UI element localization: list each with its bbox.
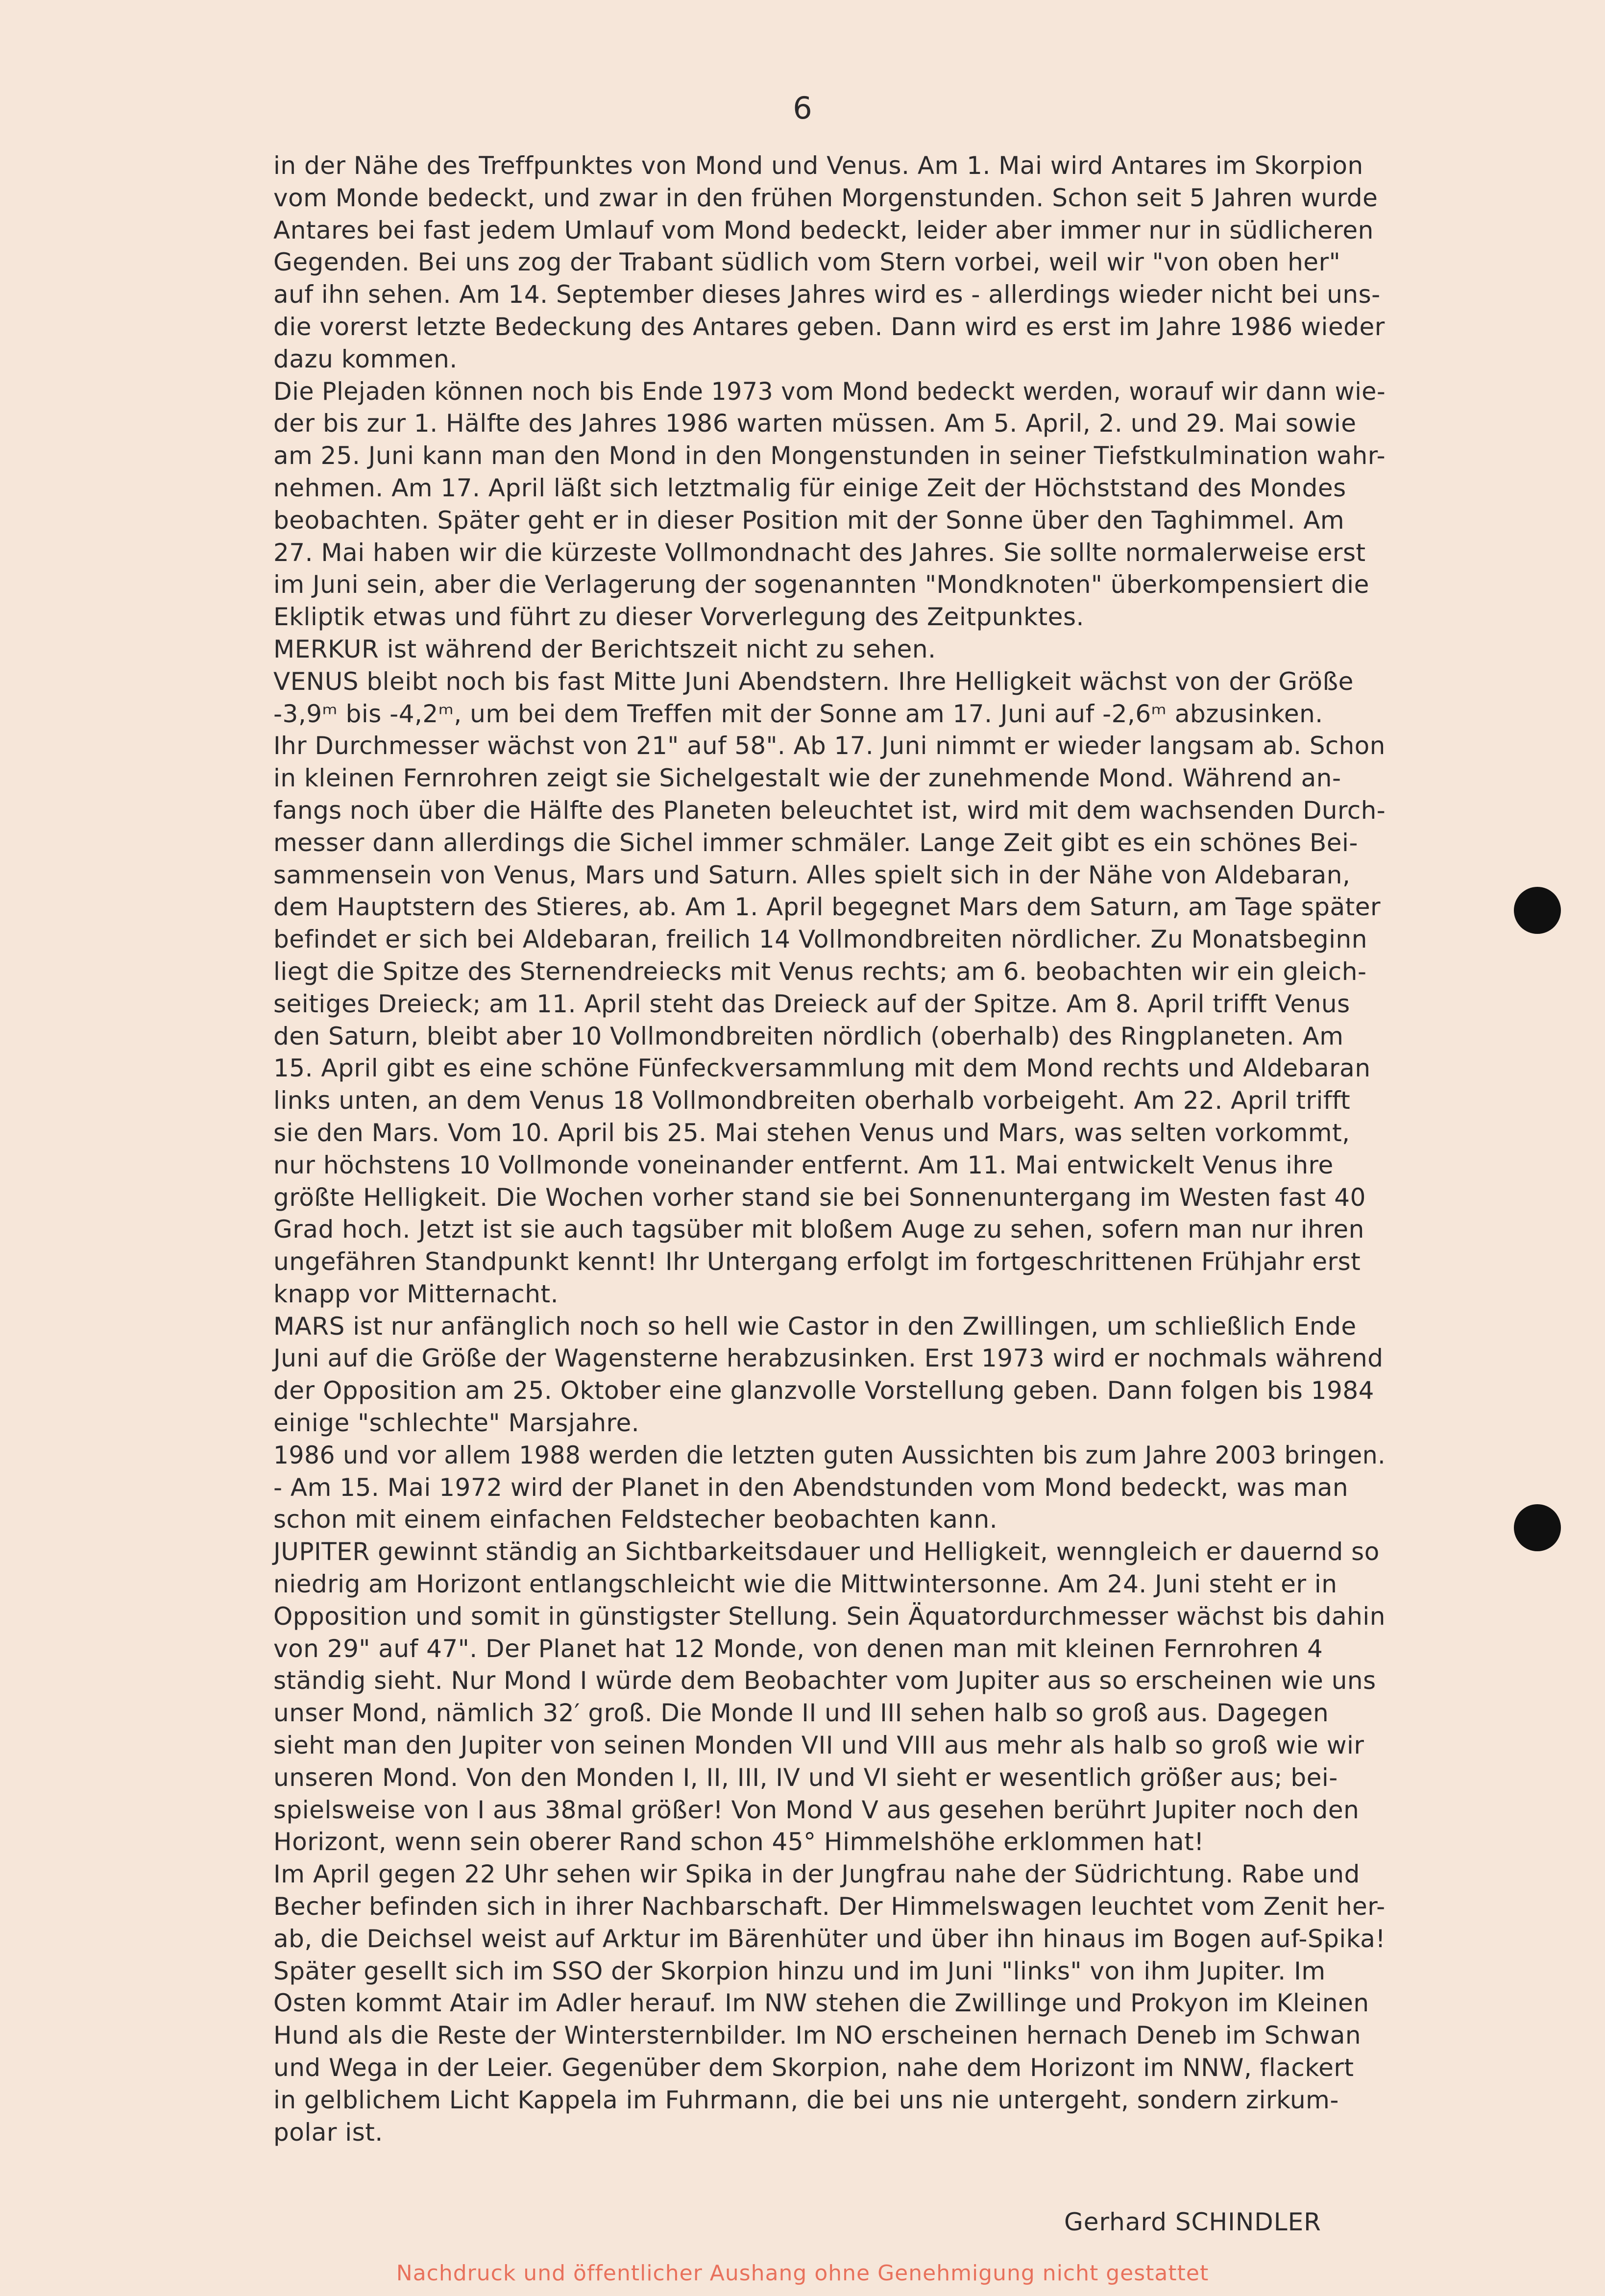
- text-line: dem Hauptstern des Stieres, ab. Am 1. April begegnet Mars dem Saturn, am Tage später: [273, 893, 1381, 922]
- text-line: Hund als die Reste der Wintersternbilder. Im NO erscheinen hernach Deneb im Schwan: [273, 2021, 1362, 2050]
- text-line: Die Plejaden können noch bis Ende 1973 vom Mond bedeckt werden, worauf wir dann wie-: [273, 377, 1386, 406]
- text-line: Antares bei fast jedem Umlauf vom Mond bedeckt, leider aber immer nur in südlicheren: [273, 216, 1374, 244]
- text-line: Gegenden. Bei uns zog der Trabant südlich vom Stern vorbei, weil wir "von oben her": [273, 248, 1341, 277]
- text-line: sieht man den Jupiter von seinen Monden VII und VIII aus mehr als halb so groß wie wir: [273, 1731, 1364, 1760]
- text-line: ab, die Deichsel weist auf Arktur im Bärenhüter und über ihn hinaus im Bogen auf-Spika!: [273, 1924, 1386, 1953]
- punch-hole-top: [1514, 887, 1561, 934]
- text-line: in der Nähe des Treffpunktes von Mond und Venus. Am 1. Mai wird Antares im Skorpion: [273, 151, 1363, 180]
- reprint-notice: Nachdruck und öffentlicher Aushang ohne Genehmigung nicht gestattet: [396, 2261, 1209, 2286]
- text-line: unser Mond, nämlich 32′ groß. Die Monde II und III sehen halb so groß aus. Dagegen: [273, 1699, 1329, 1728]
- text-line: spielsweise von I aus 38mal größer! Von Mond V aus gesehen berührt Jupiter noch den: [273, 1795, 1360, 1824]
- text-line: nur höchstens 10 Vollmonde voneinander entfernt. Am 11. Mai entwickelt Venus ihre: [273, 1150, 1334, 1179]
- punch-hole-bottom: [1514, 1504, 1561, 1551]
- text-line: messer dann allerdings die Sichel immer schmäler. Lange Zeit gibt es ein schönes Bei-: [273, 828, 1358, 857]
- text-line: nehmen. Am 17. April läßt sich letztmalig für einige Zeit der Höchststand des Mondes: [273, 473, 1346, 502]
- text-line: Grad hoch. Jetzt ist sie auch tagsüber mit bloßem Auge zu sehen, sofern man nur ihren: [273, 1215, 1364, 1244]
- text-line: Becher befinden sich in ihrer Nachbarschaft. Der Himmelswagen leuchtet vom Zenit her-: [273, 1892, 1386, 1921]
- text-line: knapp vor Mitternacht.: [273, 1279, 559, 1308]
- text-line: Im April gegen 22 Uhr sehen wir Spika in der Jungfrau nahe der Südrichtung. Rabe und: [273, 1860, 1360, 1889]
- text-line: größte Helligkeit. Die Wochen vorher stand sie bei Sonnenuntergang im Westen fast 40: [273, 1183, 1366, 1212]
- text-line: der Opposition am 25. Oktober eine glanzvolle Vorstellung geben. Dann folgen bis 1984: [273, 1376, 1374, 1405]
- text-line: beobachten. Später geht er in dieser Position mit der Sonne über den Taghimmel. Am: [273, 506, 1345, 535]
- text-line: am 25. Juni kann man den Mond in den Mongenstunden in seiner Tiefstkulmination wahr-: [273, 441, 1386, 470]
- text-line: Osten kommt Atair im Adler herauf. Im NW stehen die Zwillinge und Prokyon im Kleinen: [273, 1989, 1369, 2018]
- text-line: der bis zur 1. Hälfte des Jahres 1986 warten müssen. Am 5. April, 2. und 29. Mai sowie: [273, 409, 1357, 438]
- text-line: seitiges Dreieck; am 11. April steht das Dreieck auf der Spitze. Am 8. April trifft Venus: [273, 989, 1350, 1018]
- text-line: schon mit einem einfachen Feldstecher beobachten kann.: [273, 1505, 998, 1534]
- text-line: fangs noch über die Hälfte des Planeten beleuchtet ist, wird mit dem wachsenden Durch-: [273, 796, 1386, 825]
- text-line: einige "schlechte" Marsjahre.: [273, 1409, 640, 1438]
- text-line: Horizont, wenn sein oberer Rand schon 45° Himmelshöhe erklommen hat!: [273, 1828, 1204, 1856]
- page-number: 6: [793, 90, 812, 126]
- text-line: Ekliptik etwas und führt zu dieser Vorverlegung des Zeitpunktes.: [273, 603, 1084, 632]
- text-line: dazu kommen.: [273, 344, 458, 373]
- text-line: Juni auf die Größe der Wagensterne herabzusinken. Erst 1973 wird er nochmals während: [273, 1344, 1384, 1373]
- text-line: sammensein von Venus, Mars und Saturn. Alles spielt sich in der Nähe von Aldebaran,: [273, 860, 1351, 889]
- text-line: MARS ist nur anfänglich noch so hell wie Castor in den Zwillingen, um schließlich Ende: [273, 1312, 1357, 1341]
- text-line: - Am 15. Mai 1972 wird der Planet in den Abendstunden vom Mond bedeckt, was man: [273, 1473, 1349, 1502]
- text-line: den Saturn, bleibt aber 10 Vollmondbreiten nördlich (oberhalb) des Ringplaneten. Am: [273, 1022, 1344, 1050]
- text-line: MERKUR ist während der Berichtszeit nicht zu sehen.: [273, 635, 936, 663]
- text-line: ständig sieht. Nur Mond I würde dem Beobachter vom Jupiter aus so erscheinen wie uns: [273, 1666, 1376, 1695]
- text-line: Opposition und somit in günstigster Stellung. Sein Äquatordurchmesser wächst bis dahin: [273, 1602, 1386, 1631]
- text-line: 15. April gibt es eine schöne Fünfeckversammlung mit dem Mond rechts und Aldebaran: [273, 1054, 1371, 1083]
- text-line: Ihr Durchmesser wächst von 21" auf 58". Ab 17. Juni nimmt er wieder langsam ab. Schon: [273, 732, 1386, 760]
- text-line: liegt die Spitze des Sternendreiecks mit Venus rechts; am 6. beobachten wir ein gleich-: [273, 957, 1367, 986]
- text-line: und Wega in der Leier. Gegenüber dem Skorpion, nahe dem Horizont im NNW, flackert: [273, 2053, 1354, 2082]
- text-line: VENUS bleibt noch bis fast Mitte Juni Abendstern. Ihre Helligkeit wächst von der Größe: [273, 667, 1354, 696]
- text-line: Später gesellt sich im SSO der Skorpion hinzu und im Juni "links" von ihm Jupiter. Im: [273, 1956, 1326, 1985]
- text-line: von 29" auf 47". Der Planet hat 12 Monde, von denen man mit kleinen Fernrohren 4: [273, 1634, 1323, 1663]
- text-line: sie den Mars. Vom 10. April bis 25. Mai stehen Venus und Mars, was selten vorkommt,: [273, 1118, 1350, 1147]
- text-line: in gelblichem Licht Kappela im Fuhrmann, die bei uns nie untergeht, sondern zirkum-: [273, 2085, 1339, 2114]
- text-line: befindet er sich bei Aldebaran, freilich 14 Vollmondbreiten nördlicher. Zu Monatsbeginn: [273, 925, 1367, 954]
- text-line: -3,9ᵐ bis -4,2ᵐ, um bei dem Treffen mit der Sonne am 17. Juni auf -2,6ᵐ abzusinken.: [273, 699, 1323, 728]
- text-line: unseren Mond. Von den Monden I, II, III, IV und VI sieht er wesentlich größer aus; bei-: [273, 1763, 1338, 1792]
- text-line: im Juni sein, aber die Verlagerung der sogenannten "Mondknoten" überkompensiert die: [273, 570, 1369, 599]
- text-line: ungefähren Standpunkt kennt! Ihr Untergang erfolgt im fortgeschrittenen Frühjahr erst: [273, 1247, 1361, 1276]
- article-body: [273, 150, 1386, 2149]
- text-line: 27. Mai haben wir die kürzeste Vollmondnacht des Jahres. Sie sollte normalerweise erst: [273, 538, 1366, 567]
- text-line: in kleinen Fernrohren zeigt sie Sichelgestalt wie der zunehmende Mond. Während an-: [273, 764, 1341, 793]
- text-line: die vorerst letzte Bedeckung des Antares geben. Dann wird es erst im Jahre 1986 wieder: [273, 312, 1385, 341]
- text-line: JUPITER gewinnt ständig an Sichtbarkeitsdauer und Helligkeit, wenngleich er dauernd so: [273, 1538, 1380, 1566]
- author-signature: Gerhard SCHINDLER: [1064, 2208, 1321, 2236]
- text-line: niedrig am Horizont entlangschleicht wie die Mittwintersonne. Am 24. Juni steht er in: [273, 1570, 1338, 1599]
- text-line: auf ihn sehen. Am 14. September dieses Jahres wird es - allerdings wieder nicht bei uns-: [273, 280, 1381, 309]
- text-line: 1986 und vor allem 1988 werden die letzten guten Aussichten bis zum Jahre 2003 bringen.: [273, 1441, 1386, 1469]
- text-line: links unten, an dem Venus 18 Vollmondbreiten oberhalb vorbeigeht. Am 22. April trifft: [273, 1086, 1351, 1115]
- text-line: vom Monde bedeckt, und zwar in den frühen Morgenstunden. Schon seit 5 Jahren wurde: [273, 183, 1378, 212]
- text-line: polar ist.: [273, 2118, 383, 2147]
